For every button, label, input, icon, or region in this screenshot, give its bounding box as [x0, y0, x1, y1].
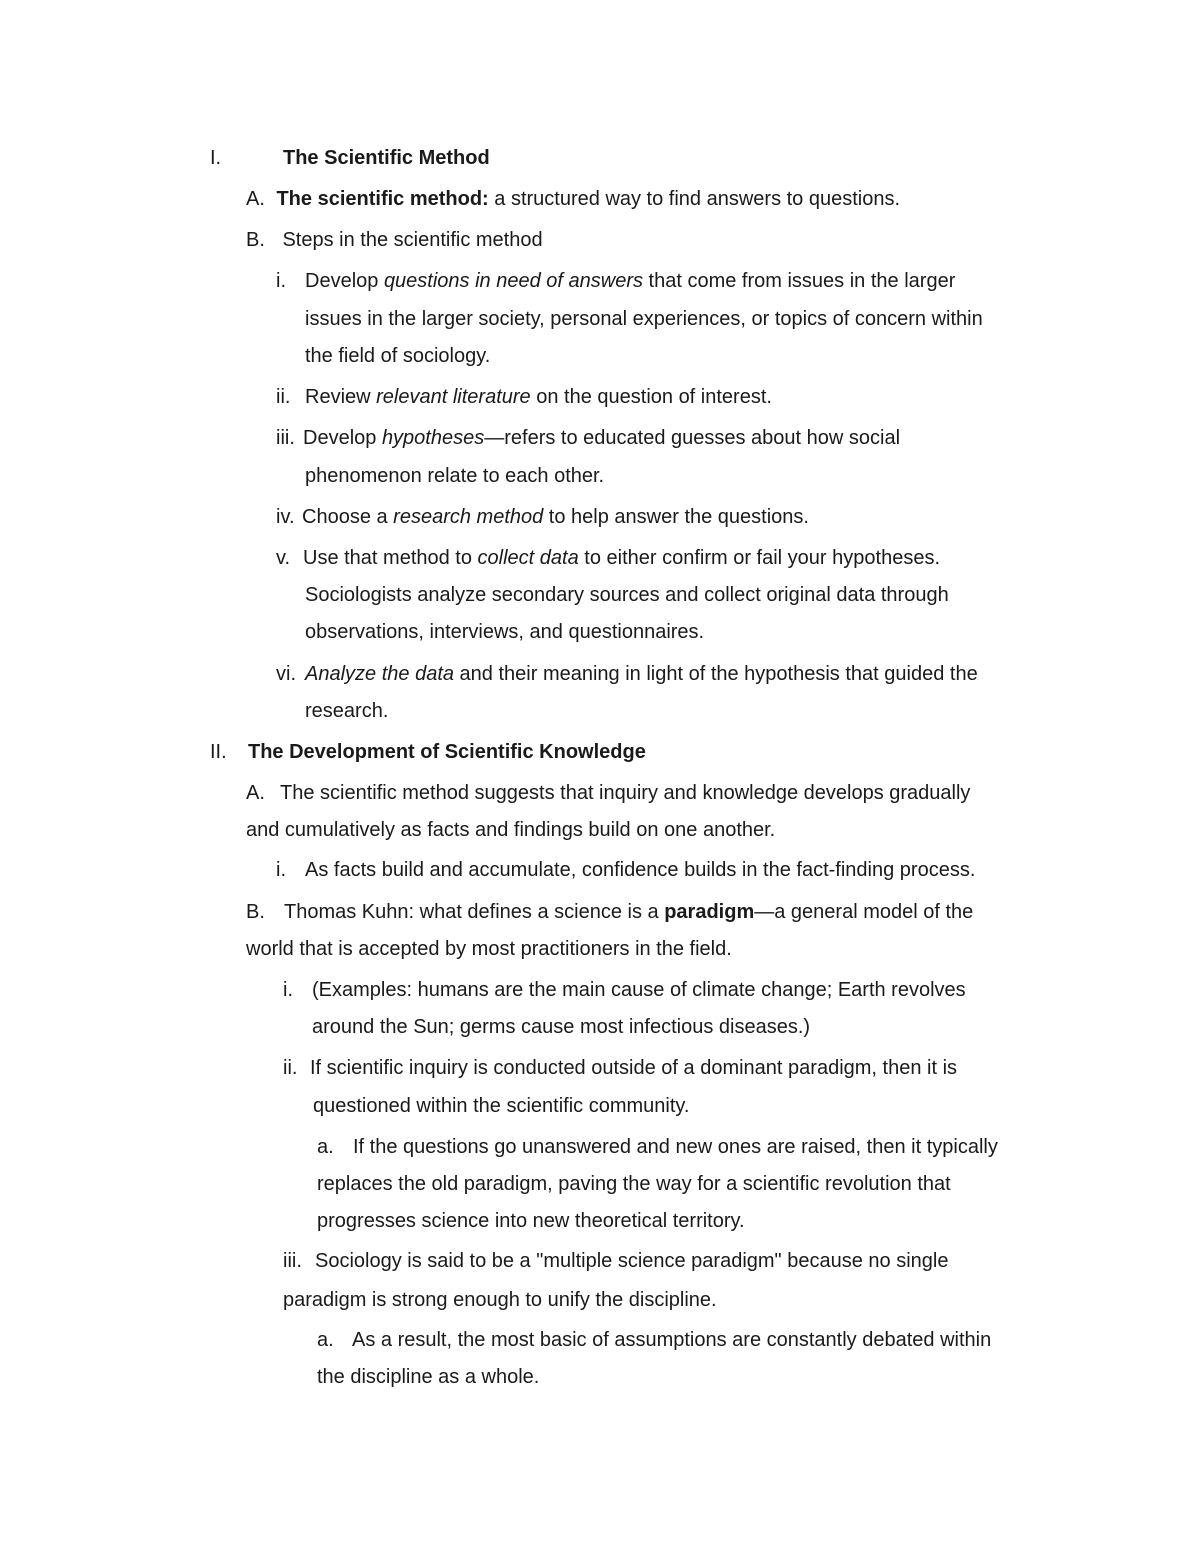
s2-b-ii-text: If scientific inquiry is conducted outside of a dominant paradigm, then it is — [310, 1057, 958, 1079]
s2-b-ii-a-line1 — [317, 1135, 998, 1159]
s1-b-v-label: v. — [276, 547, 291, 569]
s1-b-i-text: Develop — [305, 270, 384, 292]
s1-b-iii-line2: phenomenon relate to each other. — [305, 465, 605, 487]
s2-item-b-text-cont: —a general model of the — [754, 901, 974, 923]
s2-item-b-label: B. — [246, 901, 265, 923]
s1-b-i-emphasis: questions in need of answers — [383, 270, 643, 292]
s1-b-vi-label: vi. — [276, 663, 296, 685]
s2-b-iii-a-line1 — [317, 1328, 991, 1352]
s1-b-iii-emphasis: hypotheses — [381, 427, 485, 449]
s1-b-vi-line1 — [276, 662, 978, 686]
s2-b-iii-label: iii. — [283, 1250, 302, 1272]
s1-item-b-text: Steps in the scientific method — [282, 229, 543, 251]
s2-item-b-line1 — [246, 900, 973, 924]
s1-b-v-text: Use that method to — [303, 547, 478, 569]
s1-b-vi-emphasis: Analyze the data — [305, 663, 454, 685]
section-2-heading — [210, 740, 646, 764]
s1-b-ii-emphasis: relevant literature — [376, 386, 531, 408]
s1-b-ii — [276, 385, 772, 409]
s2-item-a-line1 — [246, 781, 970, 805]
s1-b-i-label: i. — [276, 270, 286, 292]
s1-b-ii-text: Review — [305, 386, 377, 408]
s2-b-ii-a-line3: progresses science into new theoretical territory. — [317, 1210, 745, 1232]
s2-item-b-term: paradigm — [664, 901, 755, 923]
s1-b-v-line1 — [276, 546, 940, 570]
s1-b-i-line2: issues in the larger society, personal experiences, or topics of concern within — [305, 308, 983, 330]
s2-a-i — [276, 858, 975, 882]
s2-b-iii-text: Sociology is said to be a "multiple science paradigm" because no single — [315, 1250, 949, 1272]
s2-b-ii-line1 — [283, 1056, 957, 1080]
s2-item-a-line2: and cumulatively as facts and findings build on one another. — [246, 819, 776, 841]
s2-b-iii-a-text: As a result, the most basic of assumptions are constantly debated within — [352, 1329, 992, 1351]
s1-b-v-emphasis: collect data — [477, 547, 579, 569]
s1-b-iv-emphasis: research method — [393, 506, 544, 528]
s2-b-ii-label: ii. — [283, 1057, 298, 1079]
s1-b-vi-line2: research. — [305, 700, 389, 722]
s1-b-v-text-cont: to either confirm or fail your hypotheses. — [578, 547, 940, 569]
s1-item-b — [246, 228, 543, 252]
section-2-label: II. — [210, 741, 227, 763]
s1-b-iii-line1 — [276, 426, 900, 450]
s1-b-iii-label: iii. — [276, 427, 295, 449]
section-1-title: The Scientific Method — [283, 147, 490, 169]
section-1-label: I. — [210, 147, 222, 169]
s2-b-i-label: i. — [283, 979, 293, 1001]
s1-item-a-label: A. — [246, 188, 265, 210]
s1-item-b-label: B. — [246, 229, 265, 251]
s1-b-iv-text-cont: to help answer the questions. — [543, 506, 809, 528]
s2-b-ii-line2: questioned within the scientific community. — [313, 1095, 690, 1117]
s2-b-iii-a-label: a. — [317, 1329, 334, 1351]
s2-b-ii-a-line2: replaces the old paradigm, paving the way for a scientific revolution that — [317, 1173, 951, 1195]
s1-b-iii-text: Develop — [303, 427, 382, 449]
s1-item-a-text: a structured way to find answers to questions. — [488, 188, 901, 210]
s2-item-a-text: The scientific method suggests that inquiry and knowledge develops gradually — [280, 782, 971, 804]
s2-b-iii-line1 — [283, 1249, 948, 1273]
s2-b-ii-a-text: If the questions go unanswered and new ones are raised, then it typically — [353, 1136, 998, 1158]
s1-b-vi-text-cont: and their meaning in light of the hypothesis that guided the — [454, 663, 978, 685]
s1-b-iii-text-cont: —refers to educated guesses about how social — [484, 427, 901, 449]
s2-a-i-label: i. — [276, 859, 286, 881]
s2-item-a-label: A. — [246, 782, 265, 804]
s1-b-v-line2: Sociologists analyze secondary sources and collect original data through — [305, 584, 949, 606]
s2-item-b-text: Thomas Kuhn: what defines a science is a — [284, 901, 665, 923]
s1-item-a — [246, 187, 900, 211]
s1-b-iv — [276, 505, 809, 529]
s1-b-ii-label: ii. — [276, 386, 291, 408]
s2-b-iii-a-line2: the discipline as a whole. — [317, 1366, 540, 1388]
s2-b-i-line2: around the Sun; germs cause most infectious diseases.) — [312, 1016, 811, 1038]
s2-b-iii-line2: paradigm is strong enough to unify the discipline. — [283, 1289, 717, 1311]
s1-b-iv-text: Choose a — [302, 506, 394, 528]
s2-a-i-text: As facts build and accumulate, confidence builds in the fact-finding process. — [305, 859, 976, 881]
s1-b-iv-label: iv. — [276, 506, 295, 528]
s2-b-i-line1 — [283, 978, 966, 1002]
s2-b-ii-a-label: a. — [317, 1136, 334, 1158]
s1-item-a-term: The scientific method: — [276, 188, 489, 210]
s1-b-ii-text-cont: on the question of interest. — [530, 386, 772, 408]
s1-b-i-text-cont: that come from issues in the larger — [643, 270, 956, 292]
s1-b-i-line3: the field of sociology. — [305, 345, 491, 367]
s1-b-i-line1 — [276, 269, 955, 293]
s1-b-v-line3: observations, interviews, and questionnaires. — [305, 621, 705, 643]
s2-b-i-text: (Examples: humans are the main cause of climate change; Earth revolves — [312, 979, 966, 1001]
section-2-title: The Development of Scientific Knowledge — [248, 741, 646, 763]
s2-item-b-line2: world that is accepted by most practitioners in the field. — [246, 938, 732, 960]
